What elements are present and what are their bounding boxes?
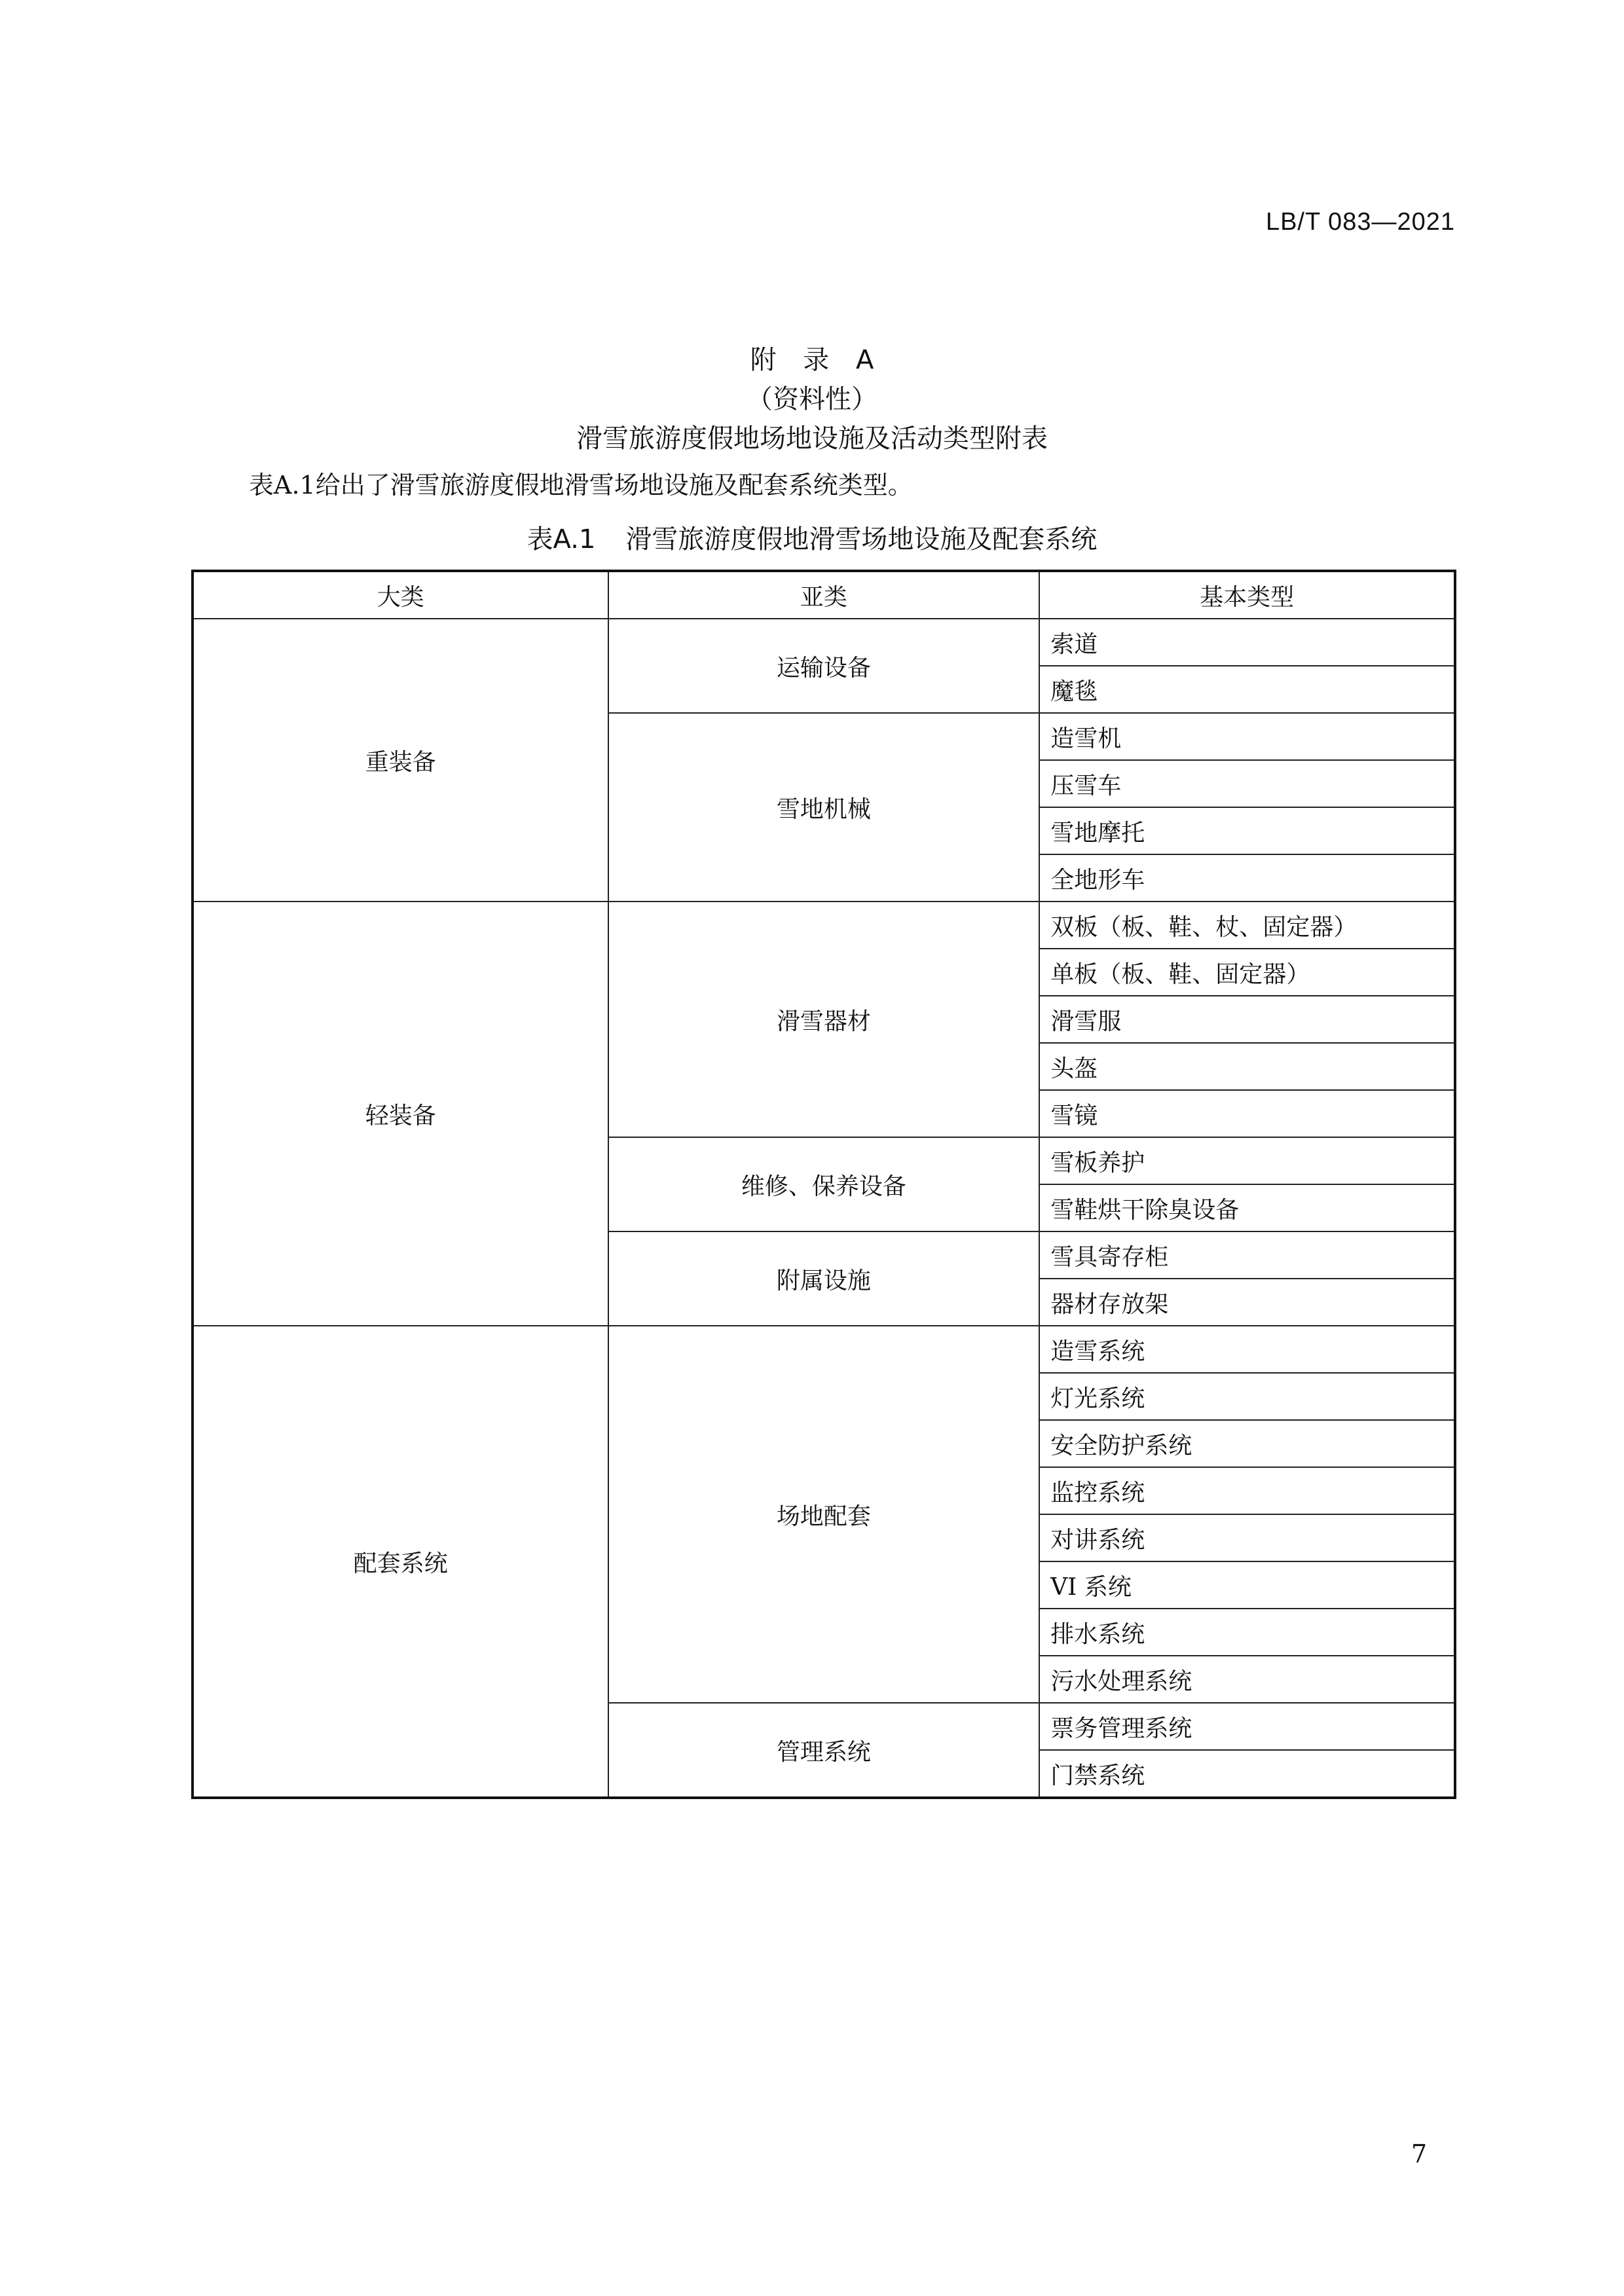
basic-type-cell: 滑雪服: [1039, 996, 1455, 1043]
basic-type-cell: 压雪车: [1039, 760, 1455, 807]
table-body: [193, 619, 1455, 1798]
sub-category-cell: 管理系统: [608, 1703, 1040, 1798]
basic-type-cell: 排水系统: [1039, 1609, 1455, 1656]
major-category-cell: 重装备: [193, 619, 608, 902]
basic-type-cell: 雪具寄存柜: [1039, 1231, 1455, 1279]
basic-type-cell: 安全防护系统: [1039, 1420, 1455, 1467]
column-header-major: 大类: [193, 571, 608, 619]
basic-type-cell: 索道: [1039, 619, 1455, 666]
basic-type-cell: 票务管理系统: [1039, 1703, 1455, 1750]
table-header-row: [193, 571, 1455, 619]
basic-type-cell: 雪地摩托: [1039, 807, 1455, 854]
basic-type-cell: 雪板养护: [1039, 1137, 1455, 1184]
sub-category-cell: 滑雪器材: [608, 902, 1040, 1137]
basic-type-cell: 单板（板、鞋、固定器）: [1039, 949, 1455, 996]
table-row: [193, 1326, 1455, 1373]
intro-paragraph: 表A.1给出了滑雪旅游度假地滑雪场地设施及配套系统类型。: [249, 471, 913, 500]
major-category-cell: 轻装备: [193, 902, 608, 1326]
page-number: 7: [1411, 2140, 1428, 2168]
basic-type-cell: 灯光系统: [1039, 1373, 1455, 1420]
sub-category-cell: 场地配套: [608, 1326, 1040, 1703]
sub-category-cell: 雪地机械: [608, 713, 1040, 902]
column-header-minor: 亚类: [608, 571, 1040, 619]
table-caption: [0, 519, 1624, 556]
table-row: [193, 619, 1455, 666]
appendix-note: （资料性）: [747, 384, 877, 414]
facility-table: [191, 570, 1456, 1799]
standard-code: LB/T 083—2021: [1265, 208, 1455, 236]
basic-type-cell: 雪镜: [1039, 1090, 1455, 1137]
table-row: [193, 902, 1455, 949]
basic-type-cell: 门禁系统: [1039, 1750, 1455, 1798]
basic-type-cell: 头盔: [1039, 1043, 1455, 1090]
basic-type-cell: 对讲系统: [1039, 1514, 1455, 1561]
basic-type-cell: 造雪机: [1039, 713, 1455, 760]
basic-type-cell: 器材存放架: [1039, 1279, 1455, 1326]
major-category-cell: 配套系统: [193, 1326, 608, 1798]
basic-type-cell: 双板（板、鞋、杖、固定器）: [1039, 902, 1455, 949]
appendix-title: 附 录 A: [750, 345, 874, 375]
basic-type-cell: 全地形车: [1039, 854, 1455, 902]
appendix-heading: 滑雪旅游度假地场地设施及活动类型附表: [576, 424, 1048, 454]
basic-type-cell: 雪鞋烘干除臭设备: [1039, 1184, 1455, 1231]
basic-type-cell: 监控系统: [1039, 1467, 1455, 1514]
basic-type-cell: 造雪系统: [1039, 1326, 1455, 1373]
sub-category-cell: 附属设施: [608, 1231, 1040, 1326]
sub-category-cell: 维修、保养设备: [608, 1137, 1040, 1231]
table-caption-title: 滑雪旅游度假地滑雪场地设施及配套系统: [625, 524, 1098, 555]
basic-type-cell: 污水处理系统: [1039, 1656, 1455, 1703]
column-header-basic: 基本类型: [1039, 571, 1455, 619]
basic-type-cell: VI 系统: [1039, 1561, 1455, 1609]
table-caption-number: 表A.1: [526, 524, 596, 555]
sub-category-cell: 运输设备: [608, 619, 1040, 713]
basic-type-cell: 魔毯: [1039, 666, 1455, 713]
